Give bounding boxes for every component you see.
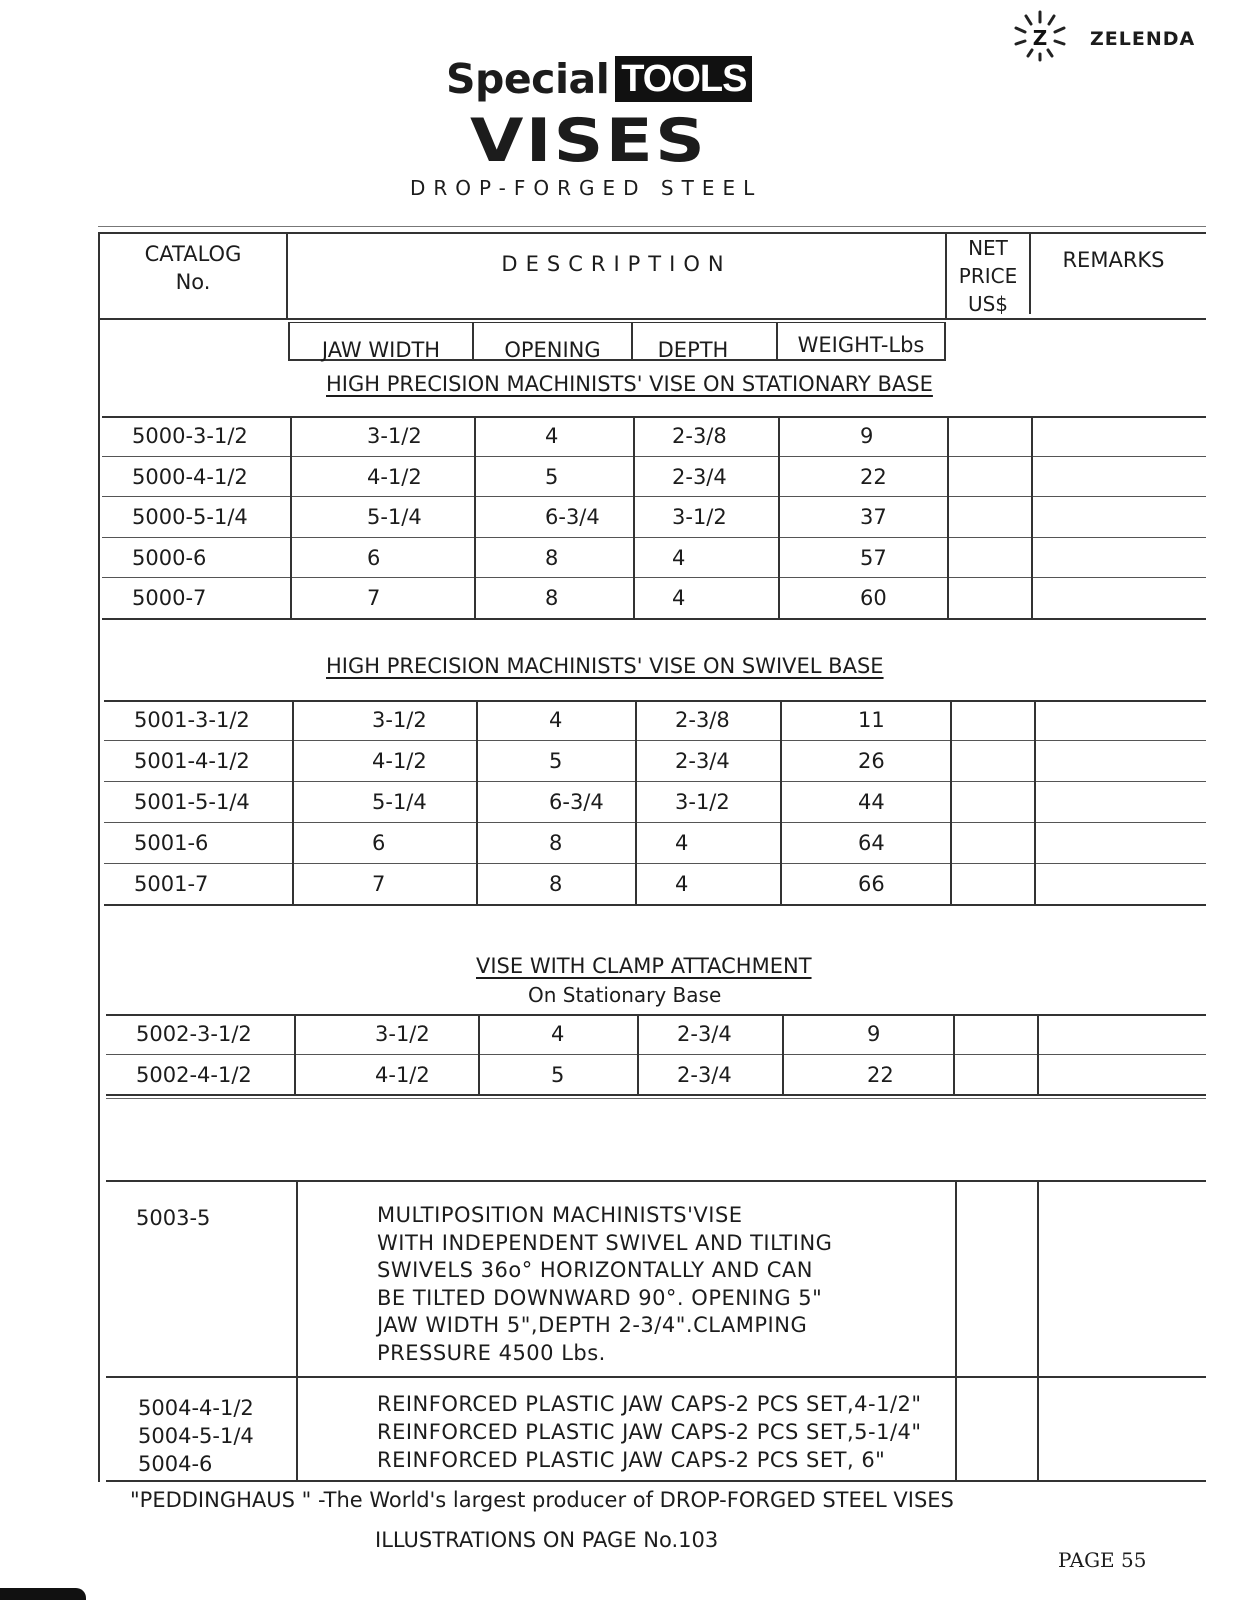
jaw-width-value: 5-1/4 xyxy=(367,505,422,529)
separator-rule xyxy=(106,1098,1206,1099)
column-rule xyxy=(950,700,952,905)
row-rule xyxy=(106,1014,1206,1016)
catalog-number: 5004-5-1/4 xyxy=(138,1424,254,1448)
jaw-width-value: 7 xyxy=(372,872,386,896)
column-rule xyxy=(476,700,478,905)
subheader-col-rule xyxy=(944,322,946,361)
column-rule xyxy=(635,700,637,905)
jaw-width-value: 6 xyxy=(367,545,381,570)
depth-value: 4 xyxy=(672,545,686,570)
multipos-top-rule xyxy=(106,1180,1206,1182)
catalog-number: 5001-4-1/2 xyxy=(134,749,250,773)
jaw-width-value: 5-1/4 xyxy=(372,790,427,814)
weight-value: 9 xyxy=(867,1022,881,1046)
column-rule xyxy=(294,1014,296,1095)
row-rule xyxy=(102,456,1206,457)
illustrations-note: ILLUSTRATIONS ON PAGE No.103 xyxy=(375,1528,719,1552)
weight-value: 9 xyxy=(860,424,874,448)
opening-value: 8 xyxy=(545,586,559,610)
weight-value: 37 xyxy=(860,505,887,529)
multipos-col-rule xyxy=(955,1182,957,1482)
row-rule xyxy=(106,1094,1206,1096)
depth-value: 3-1/2 xyxy=(675,790,730,814)
net-price-header: NET PRICE US$ xyxy=(958,236,1018,316)
jaw-width-value: 7 xyxy=(367,586,381,610)
catalog-number: 5001-6 xyxy=(134,831,209,855)
opening-value: 8 xyxy=(549,872,563,896)
row-rule xyxy=(102,496,1206,497)
depth-value: 2-3/4 xyxy=(677,1022,732,1046)
column-rule xyxy=(290,416,292,619)
column-rule xyxy=(633,416,635,619)
tools-badge: TOOLS xyxy=(615,56,752,102)
weight-value: 64 xyxy=(858,831,885,855)
catalog-number: 5001-7 xyxy=(134,872,209,896)
row-rule xyxy=(104,822,1206,823)
section-subtitle-clamp: On Stationary Base xyxy=(528,983,722,1007)
catalog-number: 5003-5 xyxy=(136,1206,211,1230)
row-rule xyxy=(106,1054,1206,1055)
depth-value: 2-3/4 xyxy=(675,749,730,773)
catalog-number: 5002-3-1/2 xyxy=(136,1022,252,1046)
page-number: PAGE 55 xyxy=(1058,1548,1147,1572)
table-top-rule-thin xyxy=(98,226,1206,227)
catalog-number: 5004-6 xyxy=(138,1452,213,1476)
row-rule xyxy=(102,618,1206,620)
column-rule xyxy=(637,1014,639,1095)
weight-value: 11 xyxy=(858,708,885,732)
multipos-col-rule xyxy=(1037,1182,1039,1482)
section-title-swivel: HIGH PRECISION MACHINISTS' VISE ON SWIVEL BASE xyxy=(326,654,884,678)
jaw-caps-catalog-list xyxy=(138,1394,254,1478)
special-tools-heading xyxy=(446,54,752,104)
row-rule xyxy=(102,577,1206,578)
depth-value: 2-3/8 xyxy=(675,708,730,732)
catalog-number: 5002-4-1/2 xyxy=(136,1062,252,1087)
row-rule xyxy=(104,904,1206,906)
catalog-number: 5001-5-1/4 xyxy=(134,790,250,814)
jaw-width-value: 3-1/2 xyxy=(367,424,422,448)
catalog-number: 5004-4-1/2 xyxy=(138,1396,254,1420)
catalog-number: 5001-3-1/2 xyxy=(134,708,250,732)
column-rule xyxy=(782,1014,784,1095)
brand-name: ZELENDA xyxy=(1090,28,1196,50)
catalog-header: CATALOG No. xyxy=(144,242,242,294)
opening-value: 8 xyxy=(545,545,559,570)
column-rule xyxy=(953,1014,955,1095)
jaw-width-value: 4-1/2 xyxy=(375,1062,430,1087)
jaw-width-value: 4-1/2 xyxy=(367,464,422,489)
opening-value: 4 xyxy=(549,708,563,732)
jaw-width-header: JAW WIDTH xyxy=(321,338,441,362)
row-rule xyxy=(104,740,1206,741)
description-header: DESCRIPTION xyxy=(501,252,732,276)
opening-value: 4 xyxy=(551,1022,565,1046)
table-bottom-rule xyxy=(106,1480,1206,1482)
depth-value: 2-3/8 xyxy=(672,424,727,448)
row-rule xyxy=(104,781,1206,782)
row-rule xyxy=(104,863,1206,864)
depth-value: 4 xyxy=(675,872,689,896)
scan-edge-mark xyxy=(0,1588,86,1600)
depth-value: 4 xyxy=(672,586,686,610)
column-rule xyxy=(292,700,294,905)
catalog-number: 5000-4-1/2 xyxy=(132,464,248,489)
subheader-top-rule xyxy=(288,322,946,323)
brand-logo-icon xyxy=(1010,8,1070,64)
multiposition-description: MULTIPOSITION MACHINISTS'VISE WITH INDEPENDENT SWIVEL AND TILTING SWIVELS 36o° HORIZONTALLY AND CAN BE TILTED DOWNWARD 90°. OPENING 5" JAW WIDTH 5",DEPTH 2-3/4".CLAMPING PRESSURE 4500 Lbs. xyxy=(377,1203,833,1365)
column-rule xyxy=(1037,1014,1039,1095)
multipos-bottom-rule xyxy=(106,1376,1206,1378)
opening-value: 4 xyxy=(545,424,559,448)
catalog-number: 5000-3-1/2 xyxy=(132,424,248,448)
opening-value: 6-3/4 xyxy=(549,790,604,814)
remarks-header: REMARKS xyxy=(1062,248,1165,272)
column-rule xyxy=(947,416,949,619)
header-bottom-rule xyxy=(98,318,1206,320)
jaw-width-value: 3-1/2 xyxy=(372,708,427,732)
table-left-rule xyxy=(98,232,100,1482)
weight-value: 57 xyxy=(860,545,887,570)
row-rule xyxy=(104,700,1206,702)
jaw-caps-description-list xyxy=(377,1390,922,1474)
weight-value: 22 xyxy=(860,464,887,489)
depth-value: 2-3/4 xyxy=(677,1062,732,1087)
opening-value: 8 xyxy=(549,831,563,855)
column-rule xyxy=(780,700,782,905)
column-rule xyxy=(478,1014,480,1095)
multipos-col-rule xyxy=(296,1182,298,1482)
weight-value: 26 xyxy=(858,749,885,773)
row-rule xyxy=(102,537,1206,538)
weight-value: 44 xyxy=(858,790,885,814)
page-subtitle: DROP-FORGED STEEL xyxy=(410,176,763,200)
depth-value: 2-3/4 xyxy=(672,464,727,489)
catalog-number: 5000-7 xyxy=(132,586,207,610)
jaw-width-value: 4-1/2 xyxy=(372,749,427,773)
opening-value: 5 xyxy=(551,1062,565,1087)
section-title-stationary: HIGH PRECISION MACHINISTS' VISE ON STATIONARY BASE xyxy=(326,372,933,396)
jaw-cap-description: REINFORCED PLASTIC JAW CAPS-2 PCS SET,5-1/4" xyxy=(377,1420,922,1444)
depth-value: 4 xyxy=(675,831,689,855)
column-rule xyxy=(474,416,476,619)
row-rule xyxy=(102,416,1206,418)
weight-value: 60 xyxy=(860,586,887,610)
opening-header: OPENING xyxy=(504,338,601,362)
page-title: VISES xyxy=(470,106,708,176)
opening-value: 5 xyxy=(545,464,559,489)
column-rule xyxy=(1034,700,1036,905)
jaw-width-value: 6 xyxy=(372,831,386,855)
opening-value: 6-3/4 xyxy=(545,505,600,529)
column-rule xyxy=(778,416,780,619)
weight-value: 66 xyxy=(858,872,885,896)
logo-letter: Z xyxy=(1032,26,1048,50)
opening-value: 5 xyxy=(549,749,563,773)
weight-value: 22 xyxy=(867,1062,894,1087)
jaw-width-value: 3-1/2 xyxy=(375,1022,430,1046)
weight-header: WEIGHT-Lbs xyxy=(797,333,925,357)
jaw-cap-description: REINFORCED PLASTIC JAW CAPS-2 PCS SET,4-1/2" xyxy=(377,1392,922,1416)
depth-value: 3-1/2 xyxy=(672,505,727,529)
special-word: Special xyxy=(446,55,610,103)
column-rule xyxy=(1031,416,1033,619)
table-top-rule xyxy=(98,232,1206,234)
jaw-cap-description: REINFORCED PLASTIC JAW CAPS-2 PCS SET, 6" xyxy=(377,1448,886,1472)
depth-header: DEPTH xyxy=(657,338,729,362)
catalog-number: 5000-6 xyxy=(132,545,207,570)
footer-note: "PEDDINGHAUS " -The World's largest producer of DROP-FORGED STEEL VISES xyxy=(130,1488,954,1512)
section-title-clamp: VISE WITH CLAMP ATTACHMENT xyxy=(476,954,812,978)
catalog-number: 5000-5-1/4 xyxy=(132,505,248,529)
